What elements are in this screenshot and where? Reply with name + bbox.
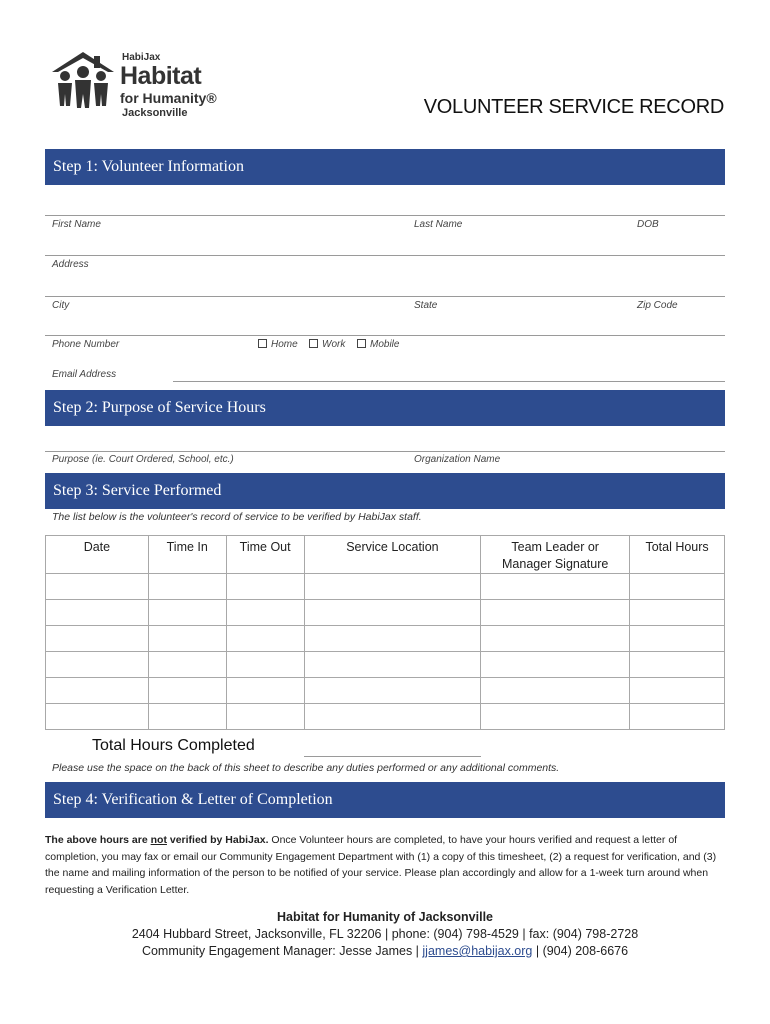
phone-home-checkbox[interactable]: Home: [258, 339, 298, 350]
manager-email-link[interactable]: jjames@habijax.org: [422, 944, 533, 958]
phone-line[interactable]: [45, 335, 725, 336]
step1-heading: Step 1: Volunteer Information: [45, 149, 725, 185]
col-team-leader: Team Leader or Manager Signature: [481, 536, 630, 574]
phone-label: Phone Number: [52, 339, 120, 350]
table-row: [46, 626, 725, 652]
brand-main: Habitat: [120, 62, 202, 90]
city-row-line[interactable]: [45, 296, 725, 297]
last-name-label: Last Name: [414, 219, 463, 230]
email-label: Email Address: [52, 369, 117, 380]
col-time-in: Time In: [148, 536, 226, 574]
house-people-icon: [48, 50, 118, 110]
service-table: [45, 535, 725, 730]
step4-heading: Step 4: Verification & Letter of Completion: [45, 782, 725, 818]
table-row: [46, 574, 725, 600]
footer-contact: Community Engagement Manager: Jesse James | jjames@habijax.org | (904) 208-6676: [141, 944, 629, 958]
step2-heading: Step 2: Purpose of Service Hours: [45, 390, 725, 426]
brand-city: Jacksonville: [122, 107, 188, 119]
dob-label: DOB: [637, 219, 659, 230]
verification-bold-lead: The above hours are not verified by HabiJax.: [45, 834, 269, 846]
table-row: [46, 652, 725, 678]
table-row: [46, 678, 725, 704]
col-total-hours: Total Hours: [630, 536, 725, 574]
col-service-location: Service Location: [304, 536, 481, 574]
col-time-out: Time Out: [226, 536, 304, 574]
not-emphasis: not: [150, 834, 167, 846]
brand-sub: for Humanity®: [120, 90, 217, 106]
total-hours-label: Total Hours Completed: [92, 737, 255, 754]
address-label: Address: [52, 259, 89, 270]
email-field[interactable]: [173, 381, 725, 382]
footer-org-name: Habitat for Humanity of Jacksonville: [276, 910, 494, 924]
phone-mobile-checkbox[interactable]: Mobile: [357, 339, 399, 350]
brand-small: HabiJax: [122, 52, 161, 63]
checkbox-icon: [309, 339, 318, 348]
organization-label: Organization Name: [414, 454, 501, 465]
footer-address: 2404 Hubbard Street, Jacksonville, FL 32206 | phone: (904) 798-4529 | fax: (904) 798-2728: [131, 927, 639, 941]
city-label: City: [52, 300, 70, 311]
back-of-sheet-note: Please use the space on the back of this sheet to describe any duties performed or any additional comments.: [52, 762, 560, 774]
first-name-label: First Name: [52, 219, 101, 230]
checkbox-icon: [357, 339, 366, 348]
purpose-label: Purpose (ie. Court Ordered, School, etc.): [52, 454, 234, 465]
verification-body: Once Volunteer hours are completed, to have your hours verified and request a letter of completion, you may fax or email our Community Engagement Department with (1) a copy of this timesheet, (2) a request for verification, and (3) the name and mailing information of the person to be notified of your service. Please plan accordingly and allow for a 1-week turn around when requesting a Verification Letter.: [45, 834, 717, 896]
address-line[interactable]: [45, 255, 725, 256]
habitat-logo: [48, 50, 223, 120]
state-label: State: [414, 300, 438, 311]
phone-work-checkbox[interactable]: Work: [309, 339, 345, 350]
purpose-line[interactable]: [45, 451, 725, 452]
table-row: [46, 704, 725, 730]
verification-paragraph: [45, 832, 725, 898]
name-row-line[interactable]: [45, 215, 725, 216]
document-title: VOLUNTEER SERVICE RECORD: [423, 96, 724, 118]
col-date: Date: [46, 536, 149, 574]
step3-heading: Step 3: Service Performed: [45, 473, 725, 509]
table-header-row: [46, 536, 725, 574]
service-note: The list below is the volunteer's record of service to be verified by HabiJax staff.: [52, 511, 422, 523]
table-row: [46, 600, 725, 626]
zip-label: Zip Code: [637, 300, 678, 311]
total-hours-field[interactable]: [304, 756, 481, 757]
checkbox-icon: [258, 339, 267, 348]
